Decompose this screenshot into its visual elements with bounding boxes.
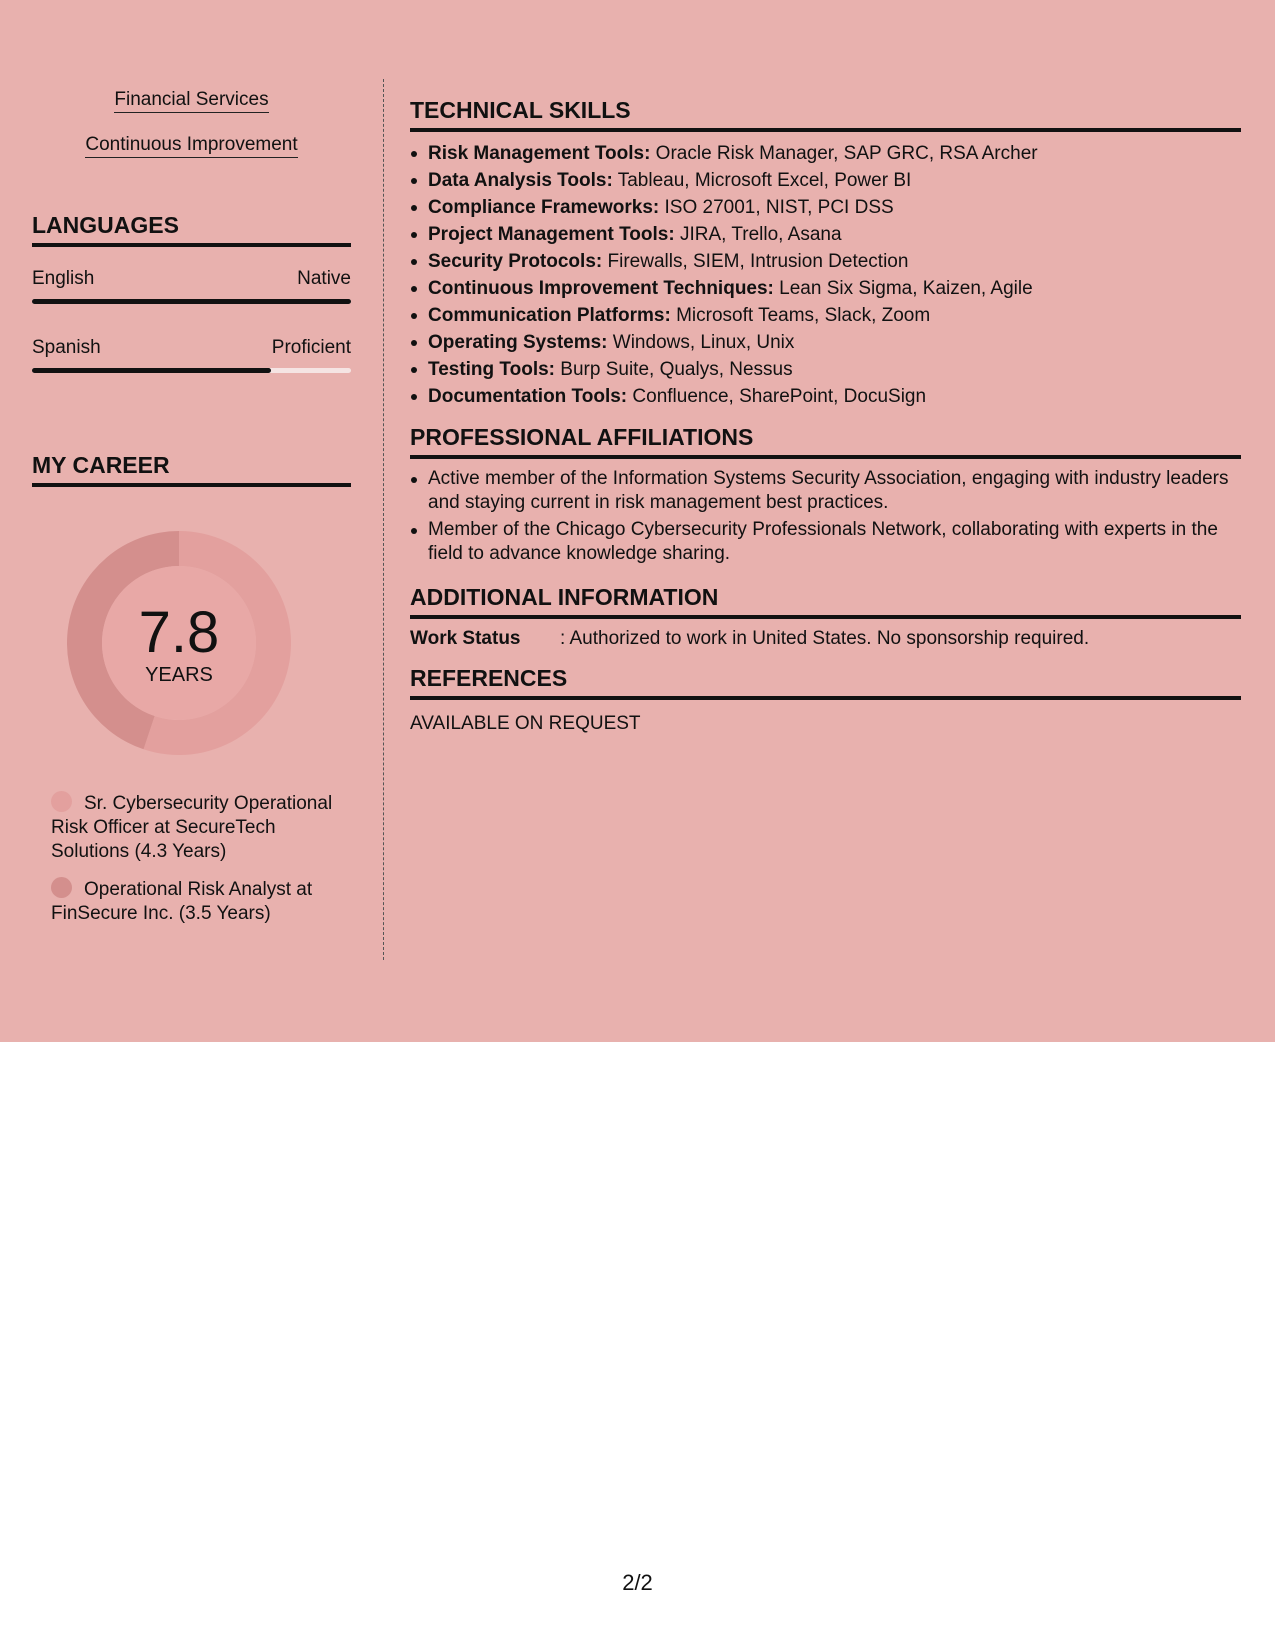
skill-label: Compliance Frameworks: [428,197,660,218]
career-donut-chart [66,530,292,756]
skill-item [410,167,1241,194]
tag-continuous-improvement [32,133,351,157]
career-total-years: 7.8 [138,600,220,665]
language-bar-english [32,299,351,304]
left-column [32,0,351,1042]
page-number: 2/2 [622,1570,653,1595]
language-row-english [32,267,351,291]
skill-value: Confluence, SharePoint, DocuSign [627,386,927,407]
skill-value: ISO 27001, NIST, PCI DSS [659,197,894,218]
language-bar-fill [32,368,271,373]
skill-value: Windows, Linux, Unix [607,332,795,353]
language-row-spanish [32,336,351,360]
skill-item [410,383,1241,410]
language-name: English [32,268,95,289]
tag-label: Continuous Improvement [85,134,297,158]
language-level: Native [297,268,351,289]
skill-label: Continuous Improvement Techniques: [428,278,774,299]
skill-item [410,275,1241,302]
career-item [51,791,341,864]
languages-heading: LANGUAGES [32,211,351,247]
skill-item [410,194,1241,221]
references-text: AVAILABLE ON REQUEST [410,713,641,734]
skill-label: Communication Platforms: [428,305,671,326]
affiliations-section [410,423,1241,569]
skill-value: Burp Suite, Qualys, Nessus [555,359,793,380]
language-bar-fill [32,299,351,304]
references-section [410,664,1241,736]
skill-value: JIRA, Trello, Asana [674,224,842,245]
skill-item [410,248,1241,275]
work-status-value: : Authorized to work in United States. No sponsorship required. [560,628,1090,649]
career-legend-dot [51,877,72,898]
skill-item [410,221,1241,248]
skill-item [410,329,1241,356]
column-divider [383,79,384,960]
skill-label: Operating Systems: [428,332,608,353]
additional-info-heading: ADDITIONAL INFORMATION [410,583,1241,619]
technical-skills-section [410,96,1241,410]
work-status-row [410,627,1241,651]
language-name: Spanish [32,337,101,358]
skill-label: Project Management Tools: [428,224,675,245]
career-legend-dot [51,791,72,812]
language-bar-spanish [32,368,351,373]
career-item-text: Operational Risk Analyst at FinSecure Inc. (3.5 Years) [51,879,313,924]
tag-label: Financial Services [114,89,268,113]
affiliations-list [410,467,1241,566]
career-item [51,877,341,926]
affiliation-item: Active member of the Information Systems Security Association, engaging with industry leaders and staying current in risk management best practices. [410,467,1241,515]
skill-label: Testing Tools: [428,359,556,380]
skill-label: Security Protocols: [428,251,603,272]
skill-label: Documentation Tools: [428,386,628,407]
affiliations-heading: PROFESSIONAL AFFILIATIONS [410,423,1241,459]
tag-financial-services [32,88,351,112]
technical-skills-list [410,140,1241,410]
skill-item [410,302,1241,329]
skill-label: Risk Management Tools: [428,143,651,164]
language-level: Proficient [271,337,351,358]
career-item-text: Sr. Cybersecurity Operational Risk Officer at SecureTech Solutions (4.3 Years) [51,793,333,862]
skill-value: Microsoft Teams, Slack, Zoom [670,305,931,326]
career-heading: MY CAREER [32,451,351,487]
skill-item [410,140,1241,167]
skill-value: Oracle Risk Manager, SAP GRC, RSA Archer [650,143,1038,164]
skill-item [410,356,1241,383]
skill-value: Tableau, Microsoft Excel, Power BI [612,170,912,191]
affiliation-item: Member of the Chicago Cybersecurity Professionals Network, collaborating with experts in the field to advance knowledge sharing. [410,518,1241,566]
technical-skills-heading: TECHNICAL SKILLS [410,96,1241,132]
career-total-unit: YEARS [145,664,213,686]
skill-value: Lean Six Sigma, Kaizen, Agile [773,278,1033,299]
work-status-key: Work Status [410,628,521,649]
skill-value: Firewalls, SIEM, Intrusion Detection [602,251,909,272]
additional-info-section [410,583,1241,651]
skill-label: Data Analysis Tools: [428,170,613,191]
references-heading: REFERENCES [410,664,1241,700]
